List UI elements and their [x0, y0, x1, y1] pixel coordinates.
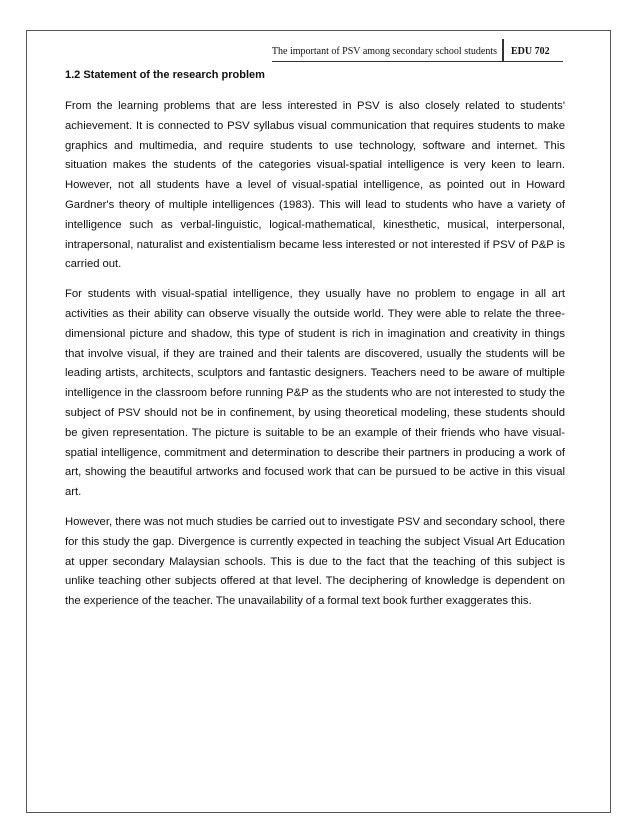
document-body	[65, 68, 565, 622]
header-course-code: EDU 702	[502, 39, 563, 62]
section-heading: 1.2 Statement of the research problem	[65, 69, 265, 81]
paragraph: However, there was not much studies be carried out to investigate PSV and secondary school, there for this study the gap. Divergence is currently expected in teaching the subject Visual Art Education at upper secondary Malaysian schools. This is due to the fact that the teaching of this subject is unlike teaching other subjects offered at that level. The deciphering of knowledge is dependent on the experience of the teacher. The unavailability of a formal text book further exaggerates this.	[65, 515, 565, 608]
paragraph: For students with visual-spatial intelligence, they usually have no problem to engage in all art activities as their ability can observe visually the outside world. They were able to relate the three-dimensional picture and shadow, this type of student is rich in imagination and creativity in things that involve visual, if they are trained and their talents are discovered, usually the students will be leading artists, architects, sculptors and fantastic designers. Teachers need to be aware of multiple intelligence in the classroom before running P&P as the students who are not interested to study the subject of PSV should not be in confinement, by using theoretical modeling, these students should be given representation. The picture is suitable to be an example of their friends who have visual-spatial intelligence, commitment and determination to describe their partners in producing a work of art, showing the beautiful artworks and focused work that can be pursued to be active in this visual art.	[65, 288, 565, 499]
header-title: The important of PSV among secondary school students	[272, 46, 502, 62]
paragraph: From the learning problems that are less interested in PSV is also closely related to students' achievement. It is connected to PSV syllabus visual communication that requires students to make graphics and multimedia, and require students to use technology, software and internet. This situation makes the students of the categories visual-spatial intelligence is very keen to learn. However, not all students have a level of visual-spatial intelligence, as pointed out in Howard Gardner's theory of multiple intelligences (1983). This will lead to students who have a variety of intelligence such as verbal-linguistic, logical-mathematical, kinesthetic, musical, interpersonal, intrapersonal, naturalist and existentialism became less interested or not interested if PSV of P&P is carried out.	[65, 100, 565, 271]
page-header	[272, 40, 563, 62]
